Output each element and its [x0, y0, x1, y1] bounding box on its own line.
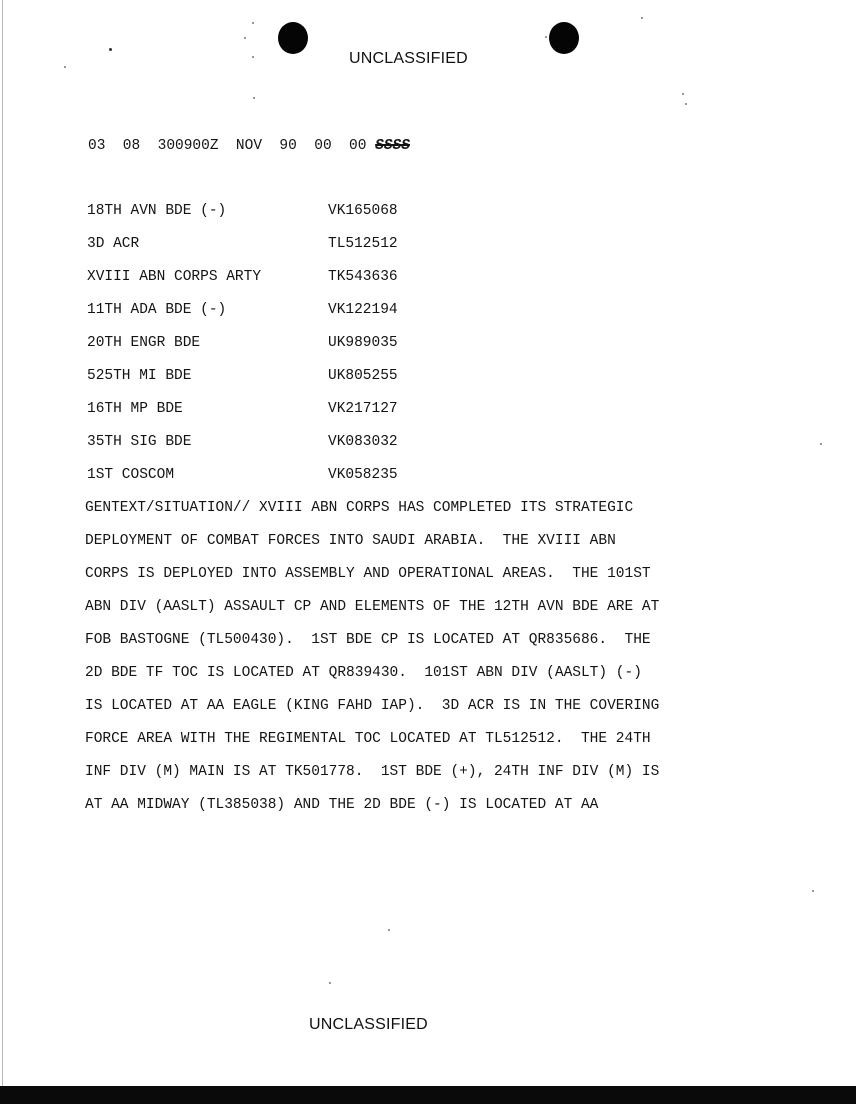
- scan-speck: [252, 22, 254, 24]
- text-line: GENTEXT/SITUATION// XVIII ABN CORPS HAS COMPLETED ITS STRATEGIC: [85, 500, 634, 516]
- unit-location-table: [87, 203, 398, 500]
- unit-row: [87, 335, 398, 368]
- unit-name: XVIII ABN CORPS ARTY: [87, 269, 262, 285]
- unit-name: 1ST COSCOM: [87, 467, 175, 483]
- unit-name: 11TH ADA BDE (-): [87, 302, 227, 318]
- scan-speck: [252, 56, 254, 58]
- scan-speck: [685, 103, 687, 105]
- text-line: INF DIV (M) MAIN IS AT TK501778. 1ST BDE (+), 24TH INF DIV (M) IS: [85, 764, 660, 780]
- unit-row: [87, 467, 398, 500]
- unit-row: [87, 434, 398, 467]
- unit-grid-location: UK805255: [328, 368, 398, 384]
- text-line: 2D BDE TF TOC IS LOCATED AT QR839430. 101ST ABN DIV (AASLT) (-): [85, 665, 642, 681]
- text-line: DEPLOYMENT OF COMBAT FORCES INTO SAUDI ARABIA. THE XVIII ABN: [85, 533, 616, 549]
- unit-row: [87, 236, 398, 269]
- text-line: AT AA MIDWAY (TL385038) AND THE 2D BDE (-) IS LOCATED AT AA: [85, 797, 599, 813]
- classification-footer: UNCLASSIFIED: [309, 1016, 428, 1033]
- text-line: IS LOCATED AT AA EAGLE (KING FAHD IAP). 3D ACR IS IN THE COVERING: [85, 698, 660, 714]
- unit-row: [87, 401, 398, 434]
- gentext-situation-paragraph: [85, 500, 659, 830]
- unit-grid-location: UK989035: [328, 335, 398, 351]
- scan-speck: [545, 36, 547, 38]
- unit-grid-location: VK122194: [328, 302, 398, 318]
- scan-speck: [64, 66, 66, 68]
- page-edge-line: [2, 0, 3, 1086]
- scan-speck: [820, 443, 822, 445]
- unit-name: 18TH AVN BDE (-): [87, 203, 227, 219]
- unit-name: 16TH MP BDE: [87, 401, 183, 417]
- text-line: CORPS IS DEPLOYED INTO ASSEMBLY AND OPERATIONAL AREAS. THE 101ST: [85, 566, 651, 582]
- scan-bottom-border: [0, 1086, 856, 1104]
- unit-grid-location: VK058235: [328, 467, 398, 483]
- scan-speck: [329, 982, 331, 984]
- unit-grid-location: VK083032: [328, 434, 398, 450]
- date-time-group-line: [88, 138, 410, 154]
- unit-row: [87, 368, 398, 401]
- scan-speck: [244, 37, 246, 39]
- scan-speck: [812, 890, 814, 892]
- unit-name: 35TH SIG BDE: [87, 434, 192, 450]
- text-line: FORCE AREA WITH THE REGIMENTAL TOC LOCATED AT TL512512. THE 24TH: [85, 731, 651, 747]
- scan-speck: [388, 929, 390, 931]
- punch-hole-left: [278, 22, 308, 54]
- unit-grid-location: VK217127: [328, 401, 398, 417]
- punch-hole-right: [549, 22, 579, 54]
- unit-row: [87, 269, 398, 302]
- unit-grid-location: TL512512: [328, 236, 398, 252]
- unit-row: [87, 203, 398, 236]
- unit-grid-location: VK165068: [328, 203, 398, 219]
- unit-name: 3D ACR: [87, 236, 140, 252]
- scan-speck: [109, 48, 112, 51]
- scan-speck: [682, 93, 684, 95]
- text-line: FOB BASTOGNE (TL500430). 1ST BDE CP IS LOCATED AT QR835686. THE: [85, 632, 651, 648]
- classification-header: UNCLASSIFIED: [349, 50, 468, 67]
- unit-name: 525TH MI BDE: [87, 368, 192, 384]
- unit-name: 20TH ENGR BDE: [87, 335, 201, 351]
- dtg-text: 03 08 300900Z NOV 90 00 00: [88, 138, 376, 154]
- text-line: ABN DIV (AASLT) ASSAULT CP AND ELEMENTS OF THE 12TH AVN BDE ARE AT: [85, 599, 660, 615]
- struck-classification-marking: SSSS: [375, 138, 410, 154]
- scan-speck: [641, 17, 643, 19]
- scan-speck: [253, 97, 255, 99]
- unit-row: [87, 302, 398, 335]
- unit-grid-location: TK543636: [328, 269, 398, 285]
